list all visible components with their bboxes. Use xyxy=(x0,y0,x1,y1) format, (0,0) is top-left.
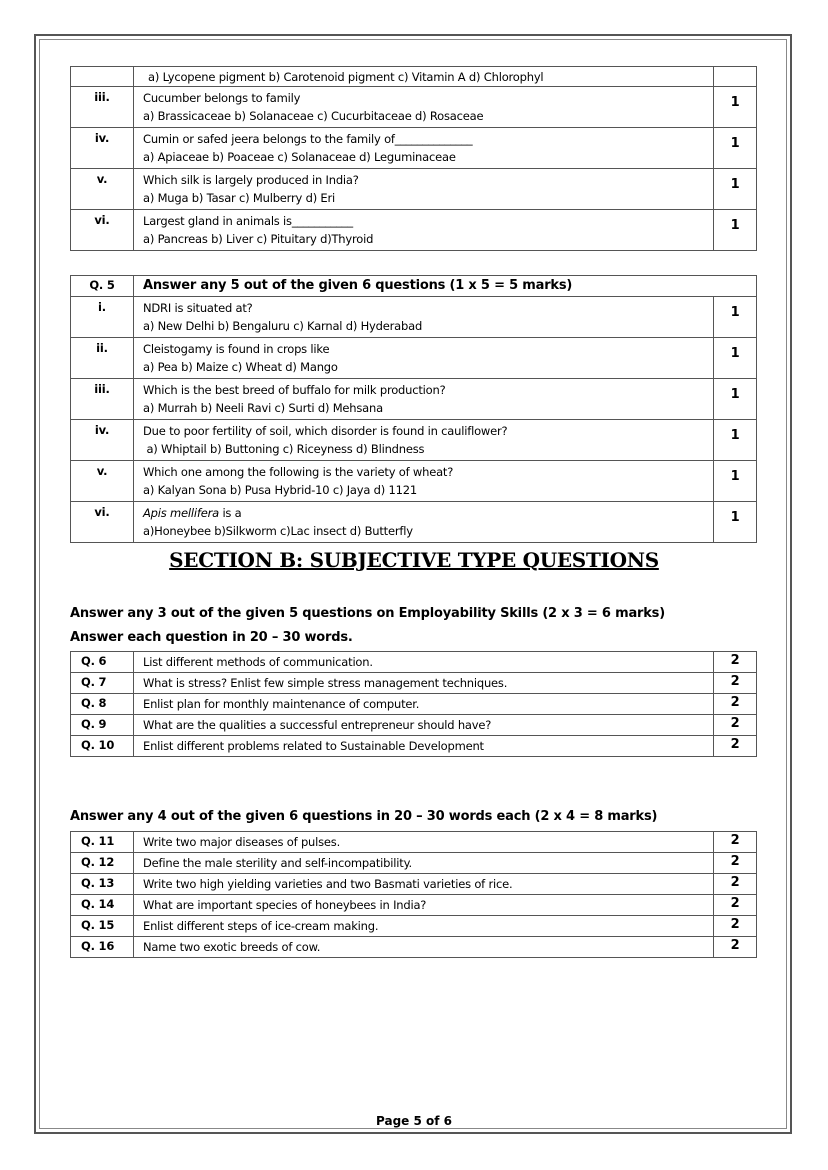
page-number: Page 5 of 6 xyxy=(376,1114,452,1128)
question-options: a) Apiaceae b) Poaceae c) Solanaceae d) Leguminaceae xyxy=(143,150,456,164)
question-text: Enlist plan for monthly maintenance of computer. xyxy=(134,694,714,715)
table-row xyxy=(71,169,757,210)
question-text xyxy=(134,67,714,87)
species-name: Apis mellifera xyxy=(143,506,219,520)
question-options: a) Murrah b) Neeli Ravi c) Surti d) Mehsana xyxy=(143,401,383,415)
question-text: Enlist different steps of ice-cream making. xyxy=(134,916,714,937)
question-marks: 2 xyxy=(714,673,757,694)
employability-table xyxy=(70,651,757,757)
q5-table xyxy=(70,275,757,543)
question-number: Q. 15 xyxy=(71,916,134,937)
question-stem: Which silk is largely produced in India? xyxy=(143,173,359,187)
question-text: Write two major diseases of pulses. xyxy=(134,832,714,853)
question-marks: 1 xyxy=(714,169,757,210)
question-number: Q. 7 xyxy=(71,673,134,694)
table-row xyxy=(71,895,757,916)
table-row xyxy=(71,694,757,715)
question-marks: 1 xyxy=(714,87,757,128)
question-number: vi. xyxy=(71,502,134,543)
question-stem: Largest gland in animals is___________ xyxy=(143,214,353,228)
question-text xyxy=(134,420,714,461)
q5-heading: Answer any 5 out of the given 6 questions (1 x 5 = 5 marks) xyxy=(134,276,757,297)
table-row xyxy=(71,874,757,895)
question-marks: 2 xyxy=(714,937,757,958)
table-row xyxy=(71,297,757,338)
question-marks: 2 xyxy=(714,874,757,895)
q5-header-row xyxy=(71,276,757,297)
employability-instruction: Answer any 3 out of the given 5 questions on Employability Skills (2 x 3 = 6 marks) xyxy=(70,606,665,621)
table-row xyxy=(71,832,757,853)
table-row xyxy=(71,379,757,420)
question-options: a) Pancreas b) Liver c) Pituitary d)Thyroid xyxy=(143,232,374,246)
question-number: Q. 8 xyxy=(71,694,134,715)
question-number: Q. 5 xyxy=(71,276,134,297)
table-row xyxy=(71,673,757,694)
subject-instruction: Answer any 4 out of the given 6 questions in 20 – 30 words each (2 x 4 = 8 marks) xyxy=(70,809,658,824)
question-stem-rest: is a xyxy=(218,506,242,520)
question-options: a) New Delhi b) Bengaluru c) Karnal d) Hyderabad xyxy=(143,319,423,333)
table-row xyxy=(71,937,757,958)
question-marks: 1 xyxy=(714,461,757,502)
question-stem: Which one among the following is the variety of wheat? xyxy=(143,465,454,479)
question-number: iv. xyxy=(71,420,134,461)
question-number: v. xyxy=(71,461,134,502)
question-text: Write two high yielding varieties and two Basmati varieties of rice. xyxy=(134,874,714,895)
table-row xyxy=(71,67,757,87)
question-marks: 1 xyxy=(714,297,757,338)
question-marks: 2 xyxy=(714,916,757,937)
question-options: a) Kalyan Sona b) Pusa Hybrid-10 c) Jaya d) 1121 xyxy=(143,483,417,497)
question-number: iii. xyxy=(71,379,134,420)
question-marks: 1 xyxy=(714,420,757,461)
question-marks: 2 xyxy=(714,895,757,916)
question-number: Q. 6 xyxy=(71,652,134,673)
table-row xyxy=(71,652,757,673)
question-text xyxy=(134,87,714,128)
question-marks: 1 xyxy=(714,338,757,379)
table-row xyxy=(71,715,757,736)
table-row xyxy=(71,128,757,169)
table-row xyxy=(71,210,757,251)
question-text xyxy=(134,169,714,210)
question-text: What are the qualities a successful entrepreneur should have? xyxy=(134,715,714,736)
question-stem: Cleistogamy is found in crops like xyxy=(143,342,330,356)
table-row xyxy=(71,87,757,128)
question-number: Q. 13 xyxy=(71,874,134,895)
question-stem: Which is the best breed of buffalo for milk production? xyxy=(143,383,446,397)
question-marks: 1 xyxy=(714,502,757,543)
question-options: a) Brassicaceae b) Solanaceae c) Cucurbitaceae d) Rosaceae xyxy=(143,109,484,123)
table-row xyxy=(71,916,757,937)
question-text: Name two exotic breeds of cow. xyxy=(134,937,714,958)
question-text xyxy=(134,502,714,543)
question-number xyxy=(71,67,134,87)
question-text xyxy=(134,297,714,338)
question-marks: 1 xyxy=(714,210,757,251)
table-row xyxy=(71,461,757,502)
word-limit-instruction: Answer each question in 20 – 30 words. xyxy=(70,630,353,645)
question-marks: 2 xyxy=(714,715,757,736)
question-text: Define the male sterility and self-incompatibility. xyxy=(134,853,714,874)
question-number: v. xyxy=(71,169,134,210)
question-marks: 2 xyxy=(714,832,757,853)
table-row xyxy=(71,338,757,379)
question-number: i. xyxy=(71,297,134,338)
question-number: Q. 12 xyxy=(71,853,134,874)
question-options: a)Honeybee b)Silkworm c)Lac insect d) Butterfly xyxy=(143,524,413,538)
question-stem xyxy=(143,504,713,522)
question-marks: 2 xyxy=(714,652,757,673)
question-number: vi. xyxy=(71,210,134,251)
question-options: a) Whiptail b) Buttoning c) Riceyness d) Blindness xyxy=(143,442,425,456)
question-marks: 2 xyxy=(714,694,757,715)
section-title: SECTION B: SUBJECTIVE TYPE QUESTIONS xyxy=(169,548,659,572)
table-row xyxy=(71,502,757,543)
question-number: Q. 16 xyxy=(71,937,134,958)
question-number: Q. 11 xyxy=(71,832,134,853)
question-number: iii. xyxy=(71,87,134,128)
question-marks: 2 xyxy=(714,853,757,874)
question-text xyxy=(134,128,714,169)
table-row xyxy=(71,853,757,874)
question-stem: Cucumber belongs to family xyxy=(143,91,301,105)
question-number: iv. xyxy=(71,128,134,169)
question-stem: Cumin or safed jeera belongs to the family of______________ xyxy=(143,132,473,146)
question-marks: 1 xyxy=(714,379,757,420)
question-text xyxy=(134,210,714,251)
question-options: a) Lycopene pigment b) Carotenoid pigment c) Vitamin A d) Chlorophyl xyxy=(148,70,544,84)
question-options: a) Muga b) Tasar c) Mulberry d) Eri xyxy=(143,191,336,205)
question-text: Enlist different problems related to Sustainable Development xyxy=(134,736,714,757)
question-number: ii. xyxy=(71,338,134,379)
question-text xyxy=(134,461,714,502)
question-marks xyxy=(714,67,757,87)
question-marks: 2 xyxy=(714,736,757,757)
question-number: Q. 14 xyxy=(71,895,134,916)
question-text: What is stress? Enlist few simple stress management techniques. xyxy=(134,673,714,694)
question-text xyxy=(134,379,714,420)
subject-table xyxy=(70,831,757,958)
table-row xyxy=(71,420,757,461)
question-number: Q. 9 xyxy=(71,715,134,736)
question-marks: 1 xyxy=(714,128,757,169)
q4-table xyxy=(70,66,757,251)
question-stem: NDRI is situated at? xyxy=(143,301,253,315)
table-row xyxy=(71,736,757,757)
question-options: a) Pea b) Maize c) Wheat d) Mango xyxy=(143,360,338,374)
question-stem: Due to poor fertility of soil, which disorder is found in cauliflower? xyxy=(143,424,508,438)
question-text: What are important species of honeybees in India? xyxy=(134,895,714,916)
question-number: Q. 10 xyxy=(71,736,134,757)
question-text xyxy=(134,338,714,379)
question-text: List different methods of communication. xyxy=(134,652,714,673)
